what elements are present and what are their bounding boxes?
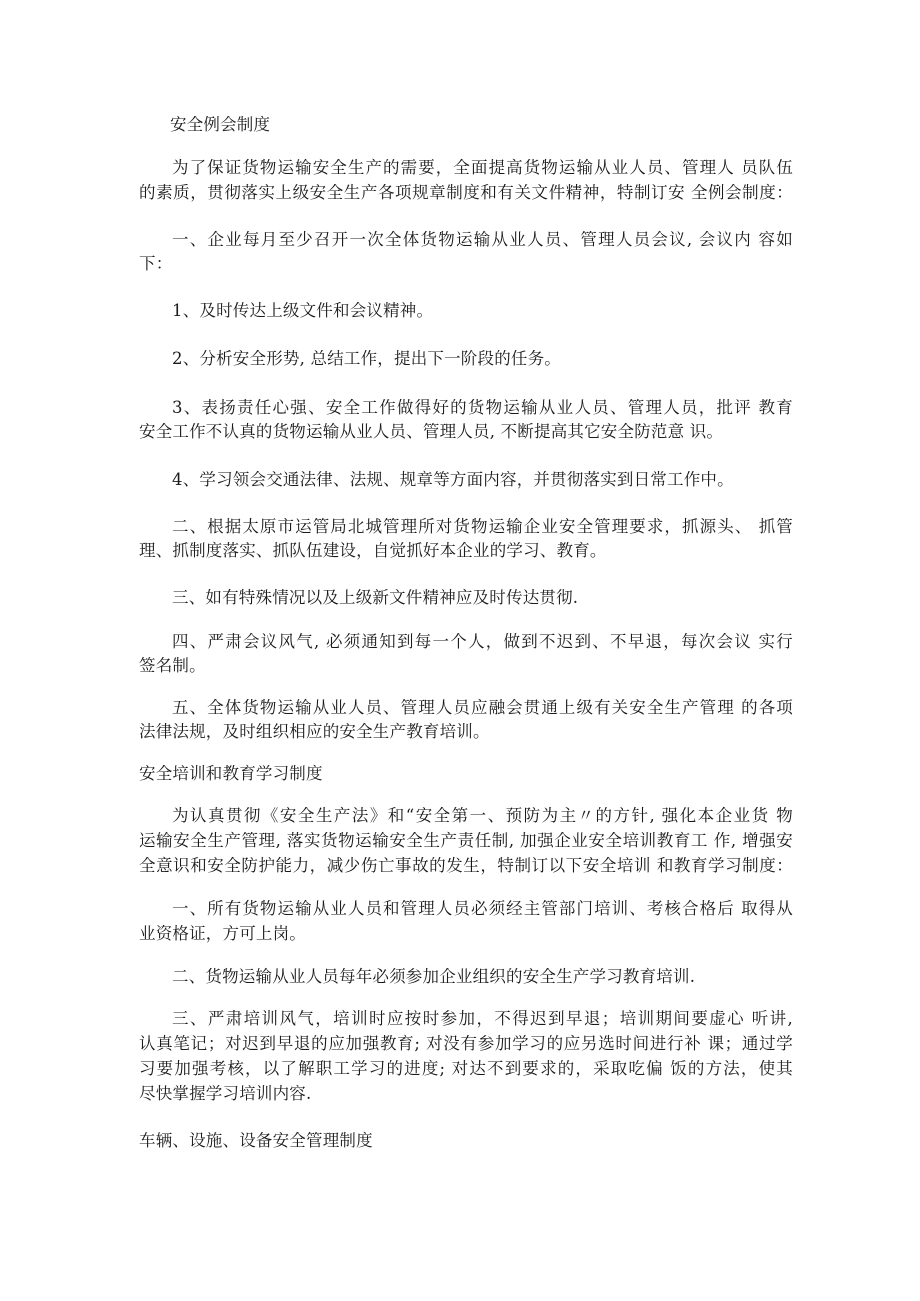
section-title: 车辆、设施、设备安全管理制度 — [139, 1131, 373, 1150]
section-title: 安全培训和教育学习制度 — [139, 764, 323, 783]
paragraph-line: 1、及时传达上级文件和会议精神。 — [172, 301, 434, 320]
paragraph-line: 一、所有货物运输从业人员和管理人员必须经主管部门培训、考核合格后 取得从 — [172, 899, 793, 918]
paragraph-line: 运输安全生产管理, 落实货物运输安全生产责任制, 加强企业安全培训教育工 作, 增强安 — [139, 831, 793, 850]
paragraph-line: 五、全体货物运输从业人员、管理人员应融会贯通上级有关安全生产管理 的各项 — [172, 698, 793, 717]
paragraph-line: 三、严肃培训风气，培训时应按时参加，不得迟到早退；培训期间要虚心 听讲, — [172, 1009, 793, 1028]
paragraph-line: 2、分析安全形势, 总结工作，提出下一阶段的任务。 — [172, 349, 561, 368]
paragraph-line: 的素质，贯彻落实上级安全生产各项规章制度和有关文件精神，特制订安 全例会制度： — [139, 183, 793, 202]
paragraph-line: 为了保证货物运输安全生产的需要，全面提高货物运输从业人员、管理人 员队伍 — [172, 158, 793, 177]
paragraph-line: 全意识和安全防护能力，减少伤亡事故的发生，特制订以下安全培训 和教育学习制度： — [139, 856, 793, 875]
paragraph-line: 法律法规，及时组织相应的安全生产教育培训。 — [139, 722, 490, 741]
paragraph-line: 认真笔记；对迟到早退的应加强教育; 对没有参加学习的应另选时间进行补 课；通过学 — [139, 1034, 793, 1053]
paragraph-line: 四、严肃会议风气, 必须通知到每一个人，做到不迟到、不早退，每次会议 实行 — [172, 632, 793, 651]
paragraph-line: 二、货物运输从业人员每年必须参加企业组织的安全生产学习教育培训. — [172, 967, 696, 986]
paragraph-line: 签名制。 — [139, 656, 206, 675]
paragraph-line: 为认真贯彻《安全生产法》和“安全第一、预防为主〃的方针, 强化本企业货 物 — [172, 806, 793, 825]
paragraph-line: 理、抓制度落实、抓队伍建设，自觉抓好本企业的学习、教育。 — [139, 541, 607, 560]
paragraph-line: 安全工作不认真的货物运输从业人员、管理人员, 不断提高其它安全防范意 识。 — [139, 422, 724, 441]
section-title: 安全例会制度 — [170, 115, 271, 134]
paragraph-line: 习要加强考核，以了解职工学习的进度; 对达不到要求的，采取吃偏 饭的方法，使其 — [139, 1059, 793, 1078]
paragraph-line: 3、表扬责任心强、安全工作做得好的货物运输从业人员、管理人员，批评 教育 — [172, 398, 793, 417]
paragraph-line: 4、学习领会交通法律、法规、规章等方面内容，并贯彻落实到日常工作中。 — [172, 470, 734, 489]
paragraph-line: 尽快掌握学习培训内容. — [139, 1084, 312, 1103]
paragraph-line: 一、企业每月至少召开一次全体货物运输从业人员、管理人员会议, 会议内 容如 — [172, 230, 793, 249]
paragraph-line: 业资格证，方可上岗。 — [139, 924, 306, 943]
paragraph-line: 三、如有特殊情况以及上级新文件精神应及时传达贯彻. — [172, 588, 579, 607]
paragraph-line: 二、根据太原市运管局北城管理所对货物运输企业安全管理要求，抓源头、 抓管 — [172, 517, 793, 536]
paragraph-line: 下： — [139, 254, 173, 273]
